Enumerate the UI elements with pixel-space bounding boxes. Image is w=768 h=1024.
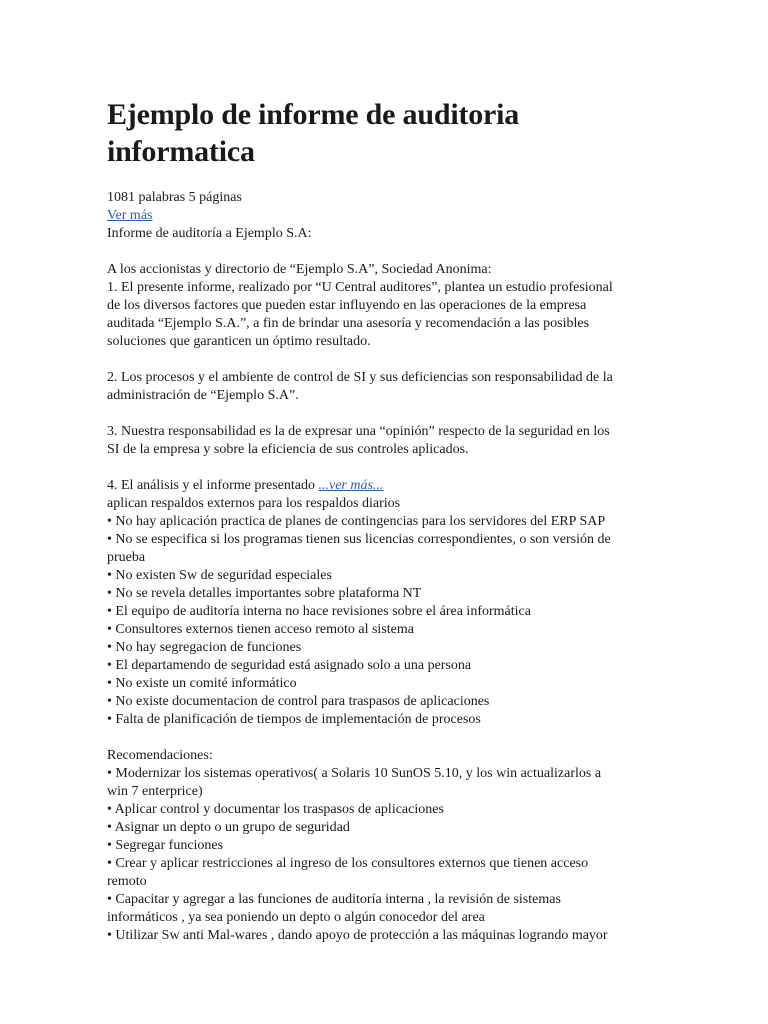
- text-line: SI de la empresa y sobre la eficiencia de sus controles aplicados.: [107, 442, 469, 457]
- text-line: soluciones que garanticen un óptimo resultado.: [107, 334, 371, 349]
- text-line: de los diversos factores que pueden estar influyendo en las operaciones de la empresa: [107, 298, 587, 313]
- finding-item: • El departamendo de seguridad está asignado solo a una persona: [107, 658, 472, 673]
- finding-item: • No se especifica si los programas tienen sus licencias correspondientes, o son versión de: [107, 532, 611, 547]
- recommendation-item: • Crear y aplicar restricciones al ingreso de los consultores externos que tienen acceso: [107, 856, 589, 871]
- title-line-2: informatica: [107, 135, 255, 168]
- text-line: 1. El presente informe, realizado por “U Central auditores”, plantea un estudio profesional: [107, 280, 613, 295]
- finding-item: • No existe documentacion de control para traspasos de aplicaciones: [107, 694, 490, 709]
- recommendation-item: • Aplicar control y documentar los traspasos de aplicaciones: [107, 802, 444, 817]
- see-more-link[interactable]: Ver más: [107, 208, 153, 223]
- point-4-text: 4. El análisis y el informe presentado: [107, 478, 319, 493]
- recommendation-item: win 7 enterprice): [107, 784, 203, 799]
- document-page: [107, 96, 667, 945]
- finding-item: • No hay aplicación practica de planes de contingencias para los servidores del ERP SAP: [107, 514, 606, 529]
- title-line-1: Ejemplo de informe de auditoria: [107, 98, 520, 131]
- text-line: 2. Los procesos y el ambiente de control de SI y sus deficiencias son responsabilidad de la: [107, 370, 613, 385]
- recommendation-item: • Capacitar y agregar a las funciones de auditoría interna , la revisión de sistemas: [107, 892, 561, 907]
- recommendations-heading: Recomendaciones:: [107, 748, 213, 763]
- paragraph-block-1: [107, 261, 667, 351]
- recommendation-item: informáticos , ya sea poniendo un depto o algún conocedor del area: [107, 910, 485, 925]
- intro-line: Informe de auditoría a Ejemplo S.A:: [107, 226, 312, 241]
- text-line: A los accionistas y directorio de “Ejemplo S.A”, Sociedad Anonima:: [107, 262, 492, 277]
- finding-item: • No existe un comité informático: [107, 676, 297, 691]
- document-meta: [107, 189, 667, 225]
- recommendations-block: [107, 747, 667, 945]
- text-line: auditada “Ejemplo S.A.”, a fin de brindar una asesoría y recomendación a las posibles: [107, 316, 590, 331]
- finding-item: • El equipo de auditoría interna no hace revisiones sobre el área informática: [107, 604, 531, 619]
- finding-item: • Falta de planificación de tiempos de implementación de procesos: [107, 712, 481, 727]
- recommendation-item: • Asignar un depto o un grupo de seguridad: [107, 820, 350, 835]
- finding-item: • No se revela detalles importantes sobre plataforma NT: [107, 586, 422, 601]
- paragraph-block-2: [107, 369, 667, 405]
- document-title: [107, 96, 667, 170]
- finding-item: • No hay segregacion de funciones: [107, 640, 302, 655]
- document-body: [107, 225, 667, 945]
- read-more-link[interactable]: ...ver más...: [318, 478, 384, 493]
- text-line: aplican respaldos externos para los respaldos diarios: [107, 496, 401, 511]
- finding-item: • Consultores externos tienen acceso remoto al sistema: [107, 622, 414, 637]
- finding-item: • No existen Sw de seguridad especiales: [107, 568, 332, 583]
- paragraph-block-4: [107, 477, 667, 729]
- point-4-line: [107, 477, 667, 495]
- recommendation-item: remoto: [107, 874, 147, 889]
- recommendation-item: • Modernizar los sistemas operativos( a Solaris 10 SunOS 5.10, y los win actualizarlos a: [107, 766, 602, 781]
- recommendation-item: • Segregar funciones: [107, 838, 224, 853]
- finding-item: prueba: [107, 550, 146, 565]
- text-line: 3. Nuestra responsabilidad es la de expresar una “opinión” respecto de la seguridad en los: [107, 424, 610, 439]
- word-page-count: 1081 palabras 5 páginas: [107, 190, 242, 205]
- text-line: administración de “Ejemplo S.A”.: [107, 388, 299, 403]
- recommendation-item: • Utilizar Sw anti Mal-wares , dando apoyo de protección a las máquinas logrando mayor: [107, 928, 608, 943]
- paragraph-block-3: [107, 423, 667, 459]
